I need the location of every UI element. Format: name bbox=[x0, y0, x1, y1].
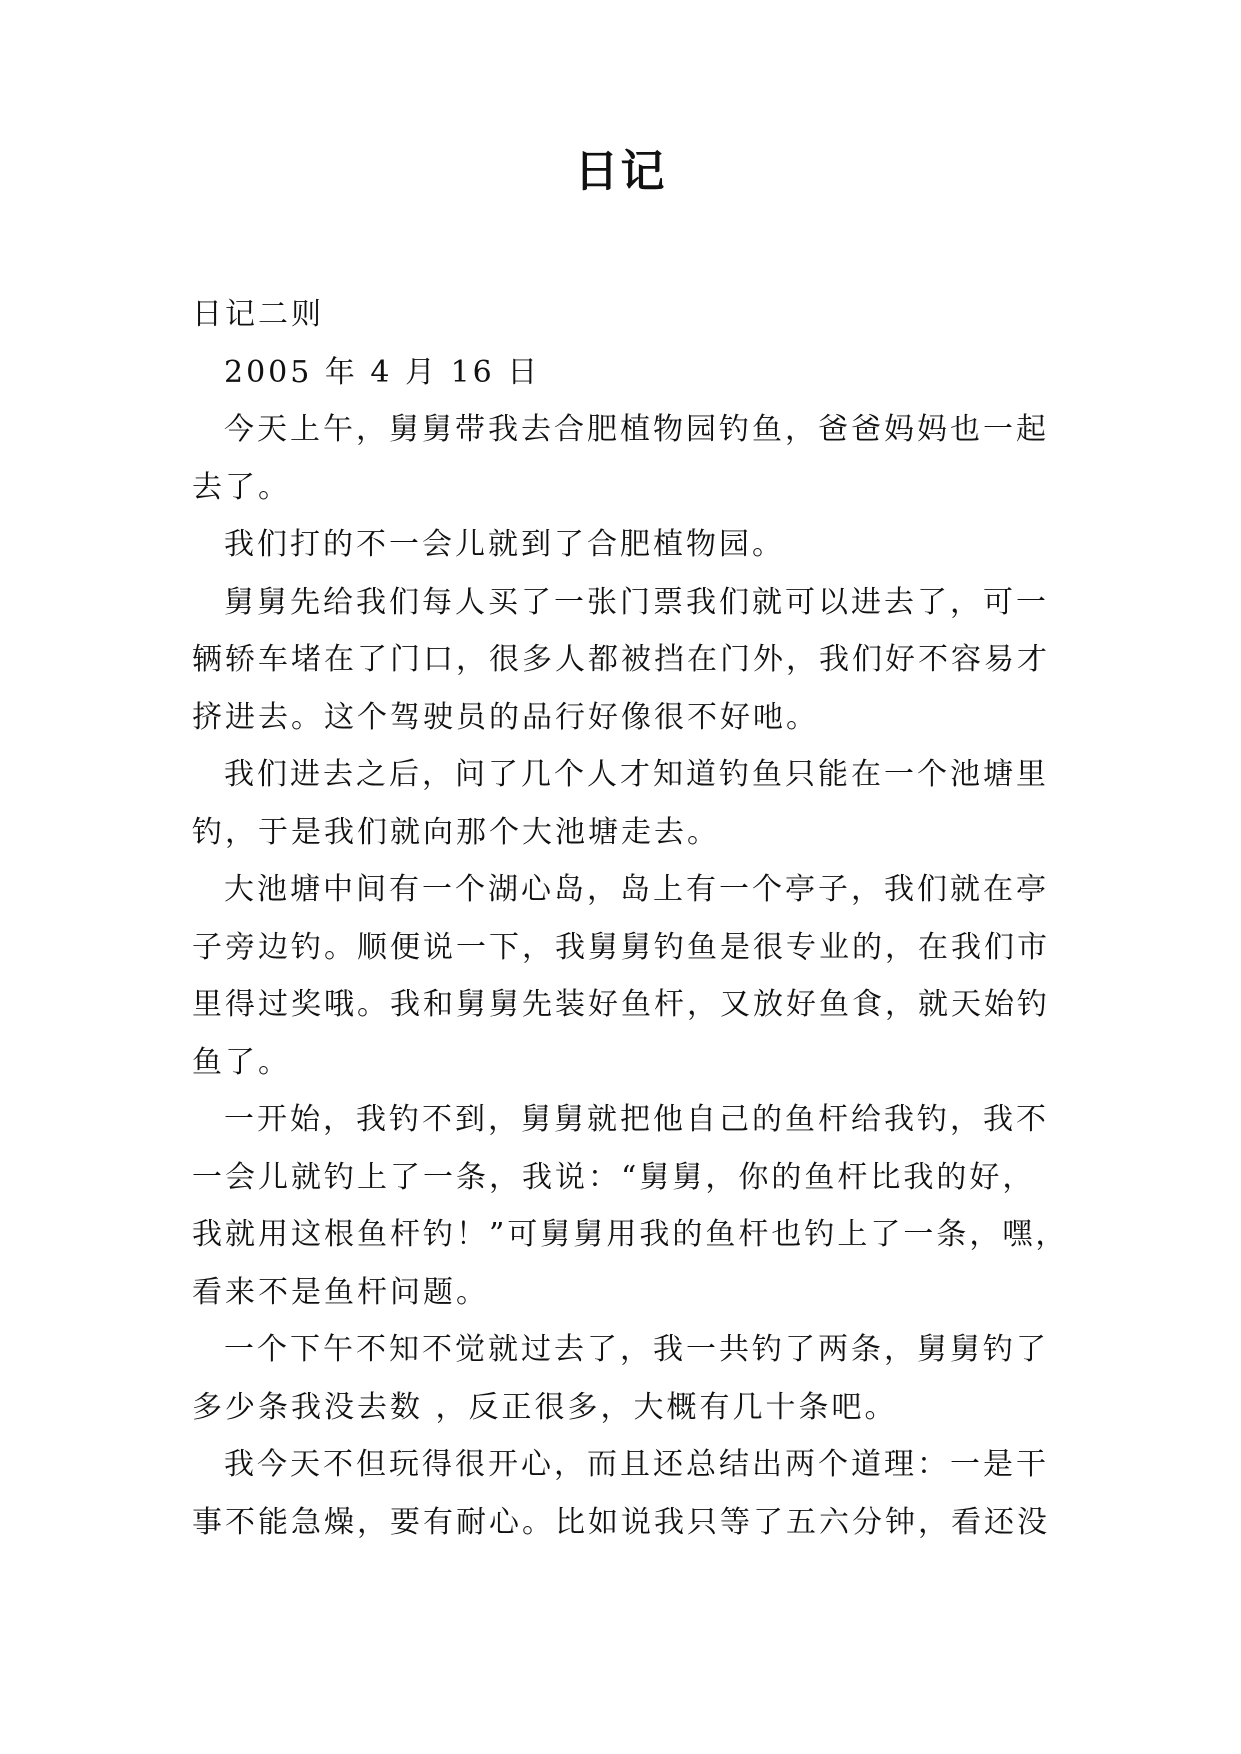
text-line: 我们进去之后，问了几个人才知道钓鱼只能在一个池塘里 bbox=[224, 757, 1049, 792]
text-line: 今天上午，舅舅带我去合肥植物园钓鱼，爸爸妈妈也一起 bbox=[224, 412, 1049, 447]
text-line: 一会儿就钓上了一条，我说：“舅舅，你的鱼杆比我的好， bbox=[192, 1159, 1036, 1195]
text-line: 事不能急燥，要有耐心。比如说我只等了五六分钟，看还没 bbox=[192, 1504, 1050, 1540]
document-body bbox=[192, 286, 1069, 1551]
text-line: 日记二则 bbox=[192, 297, 324, 332]
text-line: 我今天不但玩得很开心，而且还总结出两个道理：一是干 bbox=[224, 1447, 1049, 1482]
text-line: 去了。 bbox=[192, 469, 291, 505]
text-line: 大池塘中间有一个湖心岛，岛上有一个亭子，我们就在亭 bbox=[224, 872, 1049, 907]
text-line: 挤进去。这个驾驶员的品行好像很不好吔。 bbox=[192, 699, 819, 735]
text-line: 舅舅先给我们每人买了一张门票我们就可以进去了，可一 bbox=[224, 584, 1049, 620]
text-line: 里得过奖哦。我和舅舅先装好鱼杆，又放好鱼食，就天始钓 bbox=[192, 987, 1050, 1022]
text-line: 一个下午不知不觉就过去了，我一共钓了两条，舅舅钓了 bbox=[224, 1332, 1049, 1367]
text-line: 多少条我没去数 ，反正很多，大概有几十条吧。 bbox=[192, 1389, 898, 1425]
text-line: 鱼了。 bbox=[192, 1044, 291, 1080]
text-line: 看来不是鱼杆问题。 bbox=[192, 1274, 489, 1310]
text-line: 钓，于是我们就向那个大池塘走去。 bbox=[192, 814, 720, 850]
text-line: 一开始，我钓不到，舅舅就把他自己的鱼杆给我钓，我不 bbox=[224, 1102, 1049, 1137]
text-line: 辆轿车堵在了门口，很多人都被挡在门外，我们好不容易才 bbox=[192, 642, 1050, 677]
text-line: 子旁边钓。顺便说一下，我舅舅钓鱼是很专业的，在我们市 bbox=[192, 929, 1050, 965]
text-line: 2005 年 4 月 16 日 bbox=[224, 354, 541, 390]
text-line: 我们打的不一会儿就到了合肥植物园。 bbox=[224, 527, 785, 562]
page-title: 日记 bbox=[574, 146, 667, 197]
text-line: 我就用这根鱼杆钓！”可舅舅用我的鱼杆也钓上了一条，嘿， bbox=[192, 1217, 1069, 1252]
